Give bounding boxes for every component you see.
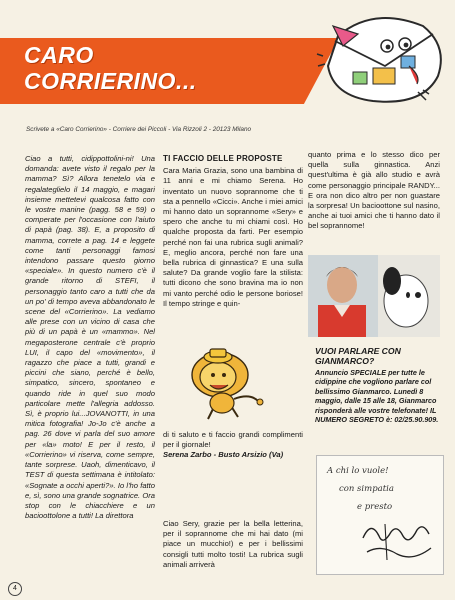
editor-letter: Ciao a tutti, cidippottolini-ni! Una domanda: avete visto il regalo per la mamma? Sì? Allora tenetelo via e regalateglielo il 14 maggio, e magari insieme mettetevi qualcosa fatto con le vostre manine (pagg. 58 e 59) o comperate per l'occasione con l'aiuto di papà (pag. 38). E, a proposito di mamma, correte a pag. 14 e leggete come tanti personaggi famosi intendono passare questo giorno «speciale». In questo numero c'è il grande ritorno di STEFI, il personaggio tanto caro a tutti che da un po' di tempo aveva abbandonato le scene del «Corrierino». La vediamo alle prese con un vicino di casa che più di un papà è un «mammo». Nel megaposterone centrale c'è proprio LUI, il capo del «movimento», il ragazzo che piace a tutti, grandi e piccini che siano, perché è bello, simpatico, sincero, spontaneo e quando ride in quel suo modo particolare mette l'allegria addosso. Sì, è proprio lui...JOVANOTTI, in una mitica fotografia! Jo-Jo c'è anche a pag. 26 dove vi parla del suo amore per «la» moto! E per il resto, il «Corrierino» vi riserva, come sempre, tante sorprese. Uaoh, dimenticavo, il TEST di questa settimana è intitolato: «Sognate a occhi aperti?». Io l'ho fatto e, sì, sono una grande sognatrice. Ora stop con le chiacchiere e un bacioottolone a tutti! La direttora (25, 154, 155, 521)
title-line-1: CARO (24, 42, 94, 68)
autograph-line-1: A chi lo vuole! (327, 466, 389, 476)
reader-letter (163, 154, 303, 309)
reader-letter-heading: TI FACCIO DELLE PROPOSTE (163, 154, 283, 163)
lion-cartoon-illustration (180, 345, 270, 425)
gianmarco-photo (308, 255, 440, 337)
reader-signature: Serena Zarbo - Busto Arsizio (Va) (163, 450, 284, 460)
autograph-card (316, 455, 444, 575)
reader-letter-body: Cara Maria Grazia, sono una bambina di 11 anni e mi chiamo Serena. Ho inventato un nuovo soprannome che ti sta a pennello «Cicci». Anche i miei amici mi hanno dato un soprannome «Sery» e spero che anche tu mi chiami così. Ho qualche proposta da farti. Per esempio perché non fai una rubrica sugli animali? E, meglio ancora, perché non fare una bella rubrica di ginnastica? E una sulla salute? Da grande voglio fare la stilista: tutti dicono che sono bravina ma io non mi vanto perché odio le persone boriose! Il tempo stringe e quin- (163, 166, 303, 308)
special-box-text: Annuncio SPECIALE per tutte le cidippine che vogliono parlare col bellissimo Gianmarco. Lunedì 8 maggio, dalle 15 alle 18, Gianmarco risponderà alle vostre telefonate! IL NUMERO SEGRETO è: 02/25.90.909. (315, 368, 439, 425)
autograph-line-3: e presto (357, 502, 393, 512)
reader-letter-closing: di ti saluto e ti faccio grandi complimenti per il giornale! (163, 430, 303, 450)
page-title (24, 42, 197, 94)
editor-reply-continuation: quanto prima e lo stesso dico per quella sulla ginnastica. Anzi quest'ultima è già allo studio e avrà come personaggio principale RANDY... E ora non dico altro per non guastare la sorpresa! Un bacioottone sul nasino, anche ai tuoi amici che ti hanno dato il bel soprannome! (308, 150, 440, 231)
envelope-mascot-illustration (313, 6, 453, 116)
reader-letter-continuation (163, 430, 303, 461)
handwritten-signature (357, 516, 437, 566)
editor-reply: Ciao Sery, grazie per la bella letterina, per il soprannome che mi hai dato (mi piace un mucchio!) e per i bellissimi consigli tutti molto tosti! La rubrica sugli animali arriverà (163, 519, 303, 569)
page-number: 4 (8, 582, 22, 596)
autograph-line-2: con simpatia (339, 484, 394, 494)
special-box-heading: VUOI PARLARE CON GIANMARCO? (315, 346, 401, 366)
title-line-2: CORRIERINO... (24, 68, 197, 94)
contact-address-line: Scrivete a «Caro Corrierino» - Corriere dei Piccoli - Via Rizzoli 2 - 20123 Milano (26, 126, 252, 133)
